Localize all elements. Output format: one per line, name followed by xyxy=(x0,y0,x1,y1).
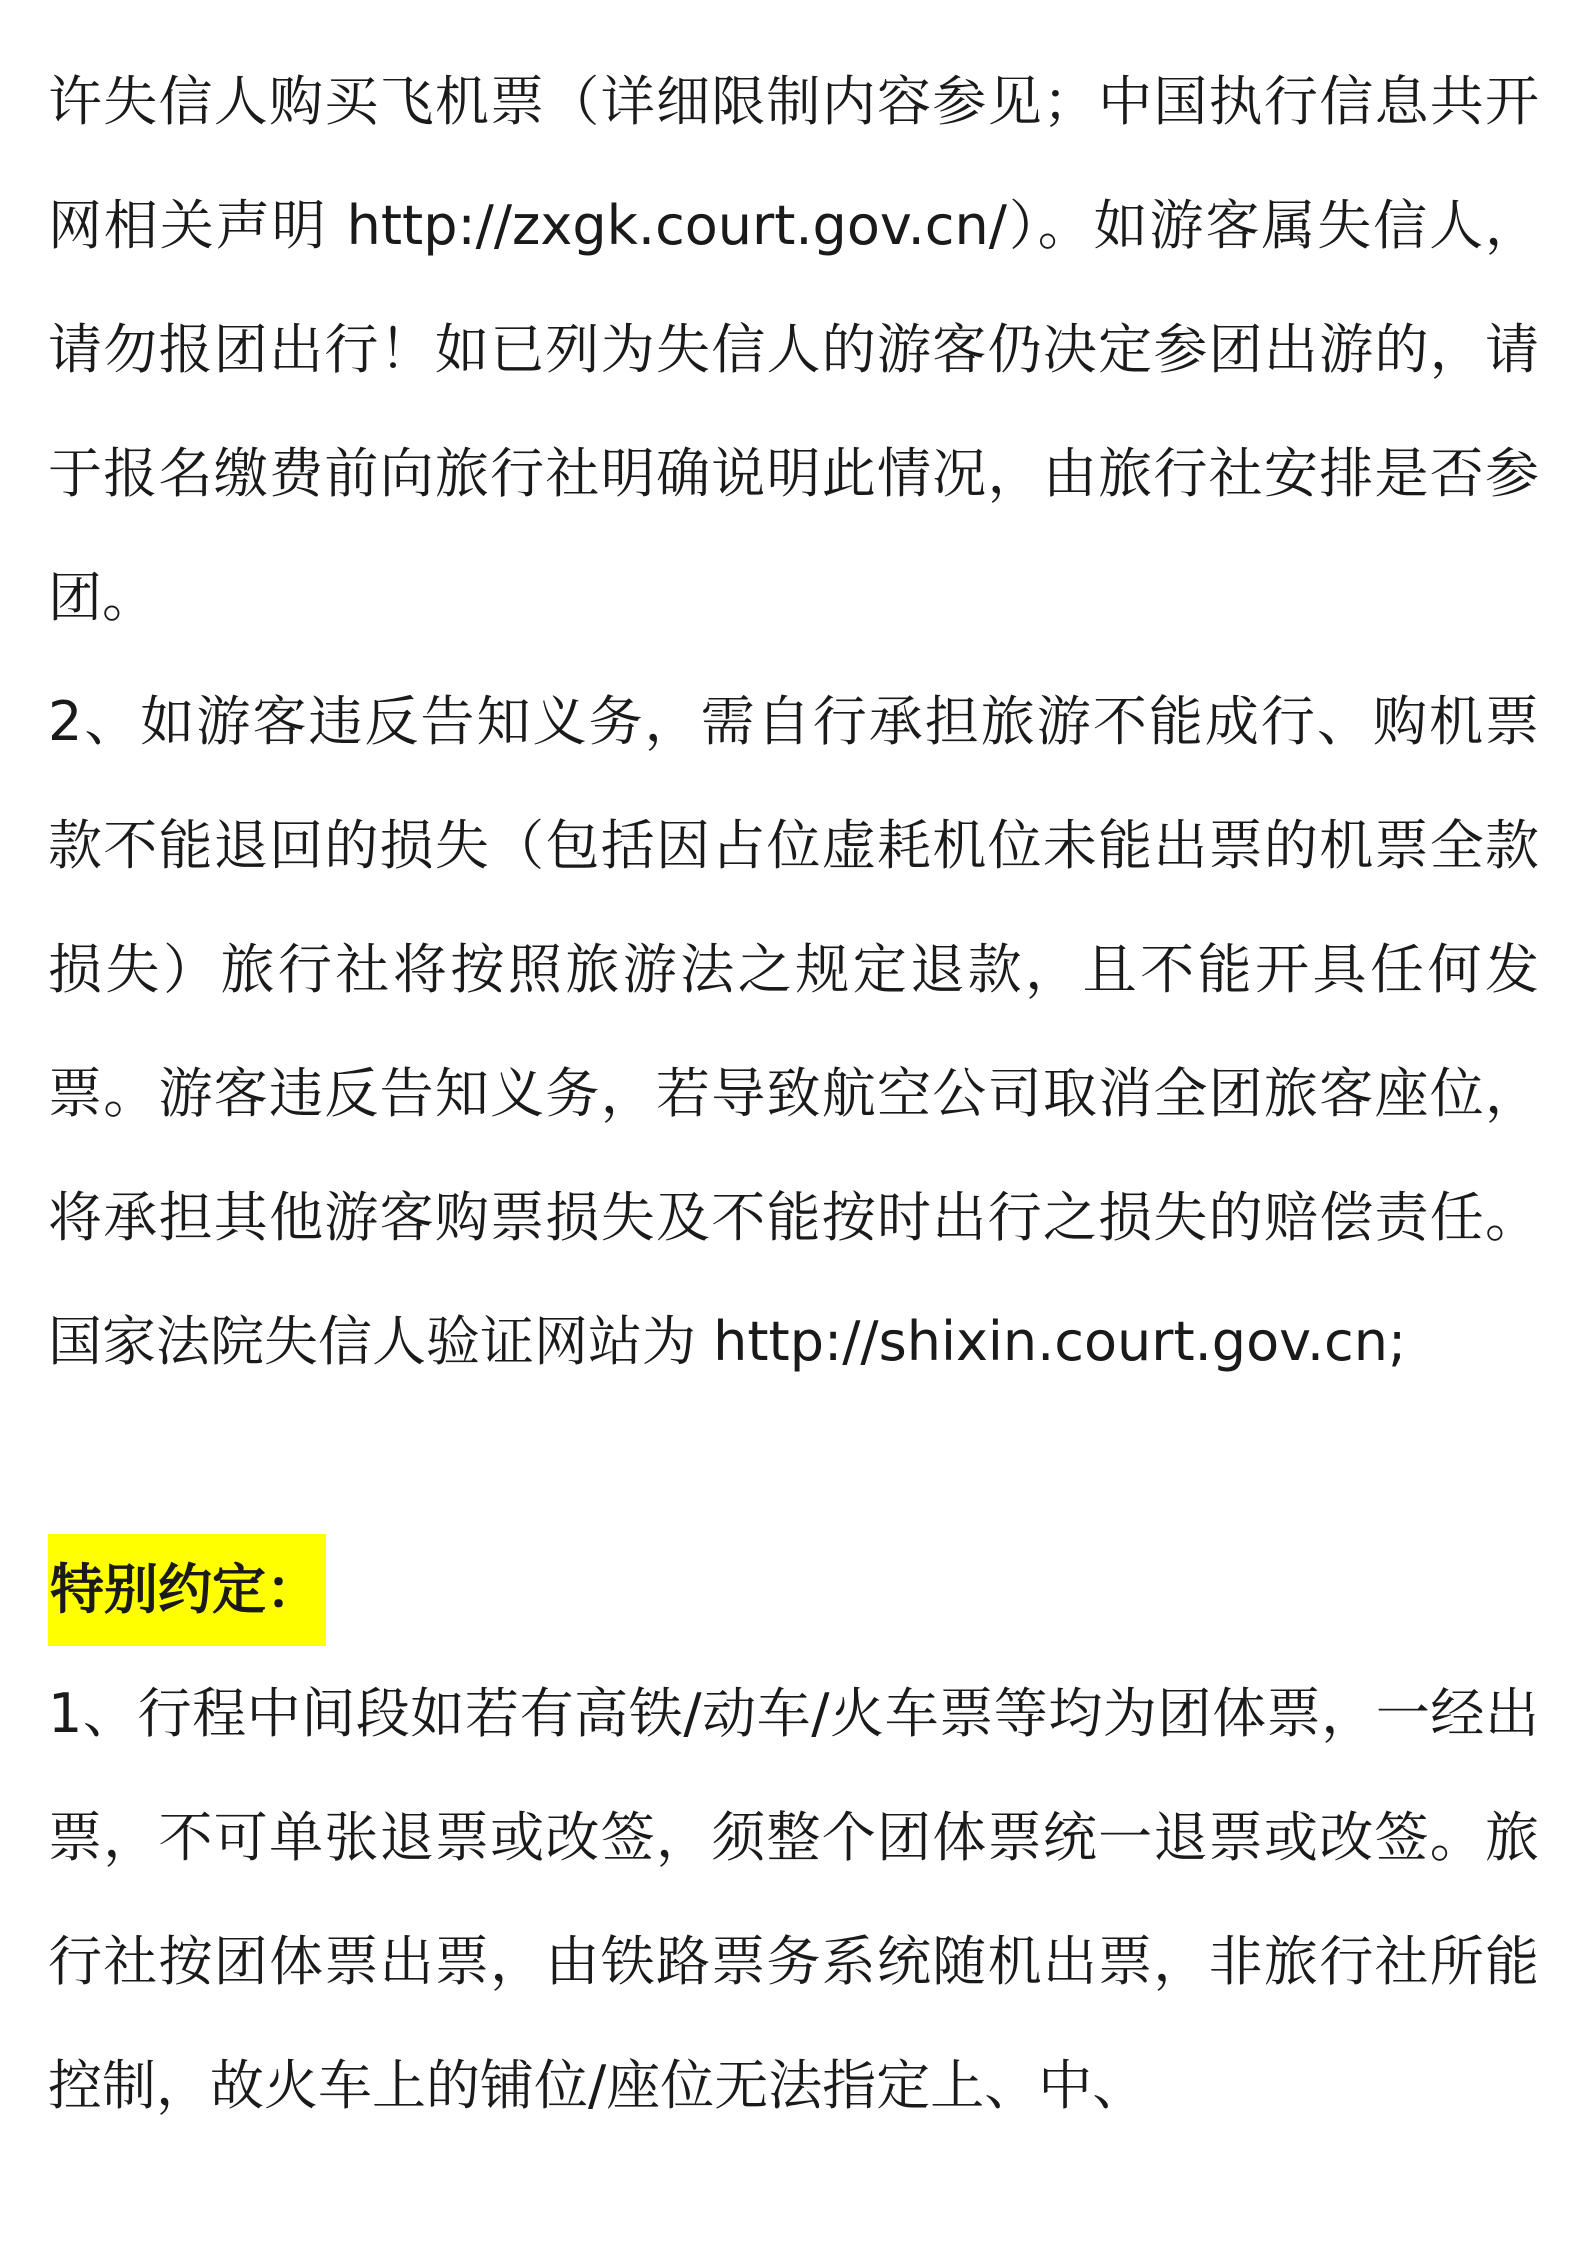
paragraph-group-ticket-terms: 1、行程中间段如若有高铁/动车/火车票等均为团体票，一经出票，不可单张退票或改签，须整个团体票统一退票或改签。旅行社按团体票出票，由铁路票务系统随机出票，非旅行社所能控制，故火车上的铺位/座位无法指定上、中、 xyxy=(48,1682,1539,2117)
section-heading-special-agreement xyxy=(48,1528,1539,1652)
paragraph-dishonest-persons-notice: 许失信人购买飞机票（详细限制内容参见；中国执行信息共开网相关声明 http://zxgk.court.gov.cn/）。如游客属失信人，请勿报团出行！如已列为失信人的游客仍决定参团出游的，请于报名缴费前向旅行社明确说明此情况，由旅行社安排是否参团。 xyxy=(48,70,1539,629)
spacer xyxy=(48,1404,1539,1528)
paragraph-notification-obligation: 2、如游客违反告知义务，需自行承担旅游不能成行、购机票款不能退回的损失（包括因占位虚耗机位未能出票的机票全款损失）旅行社将按照旅游法之规定退款，且不能开具任何发票。游客违反告知义务，若导致航空公司取消全团旅客座位，将承担其他游客购票损失及不能按时出行之损失的赔偿责任。国家法院失信人验证网站为 http://shixin.court.gov.cn; xyxy=(48,690,1539,1373)
document-body xyxy=(48,40,1539,2148)
highlighted-heading-text: 特别约定： xyxy=(48,1534,326,1646)
